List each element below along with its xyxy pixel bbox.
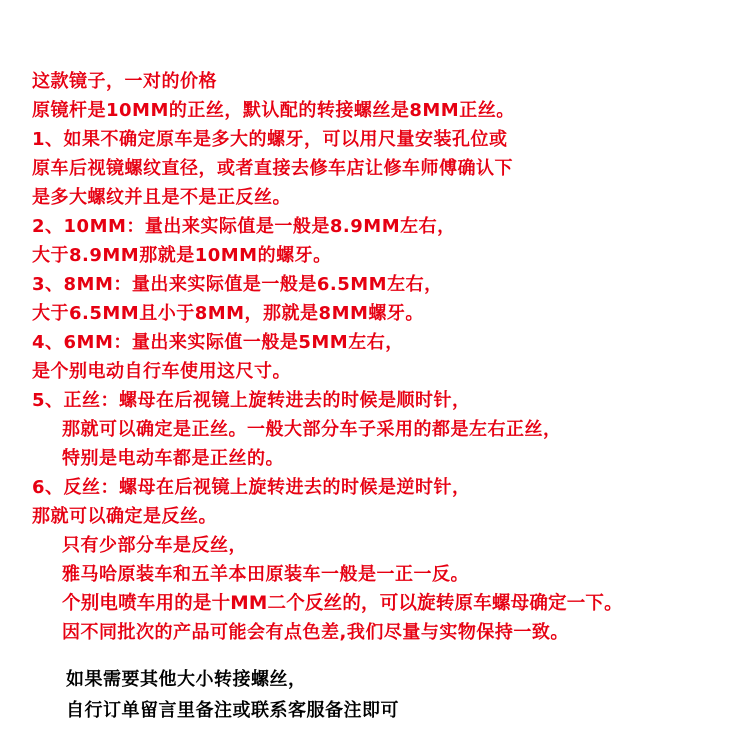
item-5-line-2: 那就可以确定是正丝。一般大部分车子采用的都是左右正丝， (62, 419, 562, 440)
item-1-line-3: 是多大螺纹并且是不是正反丝。 (32, 187, 291, 208)
item-4-line-1: 4、6MM：量出来实际值一般是5MM左右， (32, 332, 404, 353)
notice-intro: 原镜杆是10MM的正丝，默认配的转接螺丝是8MM正丝。 (32, 100, 515, 121)
item-6-line-6: 因不同批次的产品可能会有点色差,我们尽量与实物保持一致。 (62, 622, 569, 643)
notice-title: 这款镜子，一对的价格 (32, 71, 217, 92)
item-3-line-1: 3、8MM：量出来实际值是一般是6.5MM左右， (32, 274, 443, 295)
item-6-line-2: 那就可以确定是反丝。 (32, 506, 217, 527)
item-2-line-2: 大于8.9MM那就是10MM的螺牙。 (32, 245, 332, 266)
item-5-line-1: 5、正丝：螺母在后视镜上旋转进去的时候是顺时针， (32, 390, 471, 411)
item-6-line-3: 只有少部分车是反丝， (62, 535, 247, 556)
item-6-line-5: 个别电喷车用的是十MM二个反丝的，可以旋转原车螺母确定一下。 (62, 593, 623, 614)
footer-line-1: 如果需要其他大小转接螺丝， (66, 669, 307, 690)
item-3-line-2: 大于6.5MM且小于8MM，那就是8MM螺牙。 (32, 303, 424, 324)
item-6-line-4: 雅马哈原装车和五羊本田原装车一般是一正一反。 (62, 564, 469, 585)
item-2-line-1: 2、10MM：量出来实际值是一般是8.9MM左右， (32, 216, 456, 237)
item-6-line-1: 6、反丝：螺母在后视镜上旋转进去的时候是逆时针， (32, 477, 471, 498)
item-1-line-1: 1、如果不确定原车是多大的螺牙，可以用尺量安装孔位或 (32, 129, 508, 150)
item-5-line-3: 特别是电动车都是正丝的。 (62, 448, 284, 469)
item-1-line-2: 原车后视镜螺纹直径，或者直接去修车店让修车师傅确认下 (32, 158, 513, 179)
footer-line-2: 自行订单留言里备注或联系客服备注即可 (66, 700, 399, 721)
item-4-line-2: 是个别电动自行车使用这尺寸。 (32, 361, 291, 382)
